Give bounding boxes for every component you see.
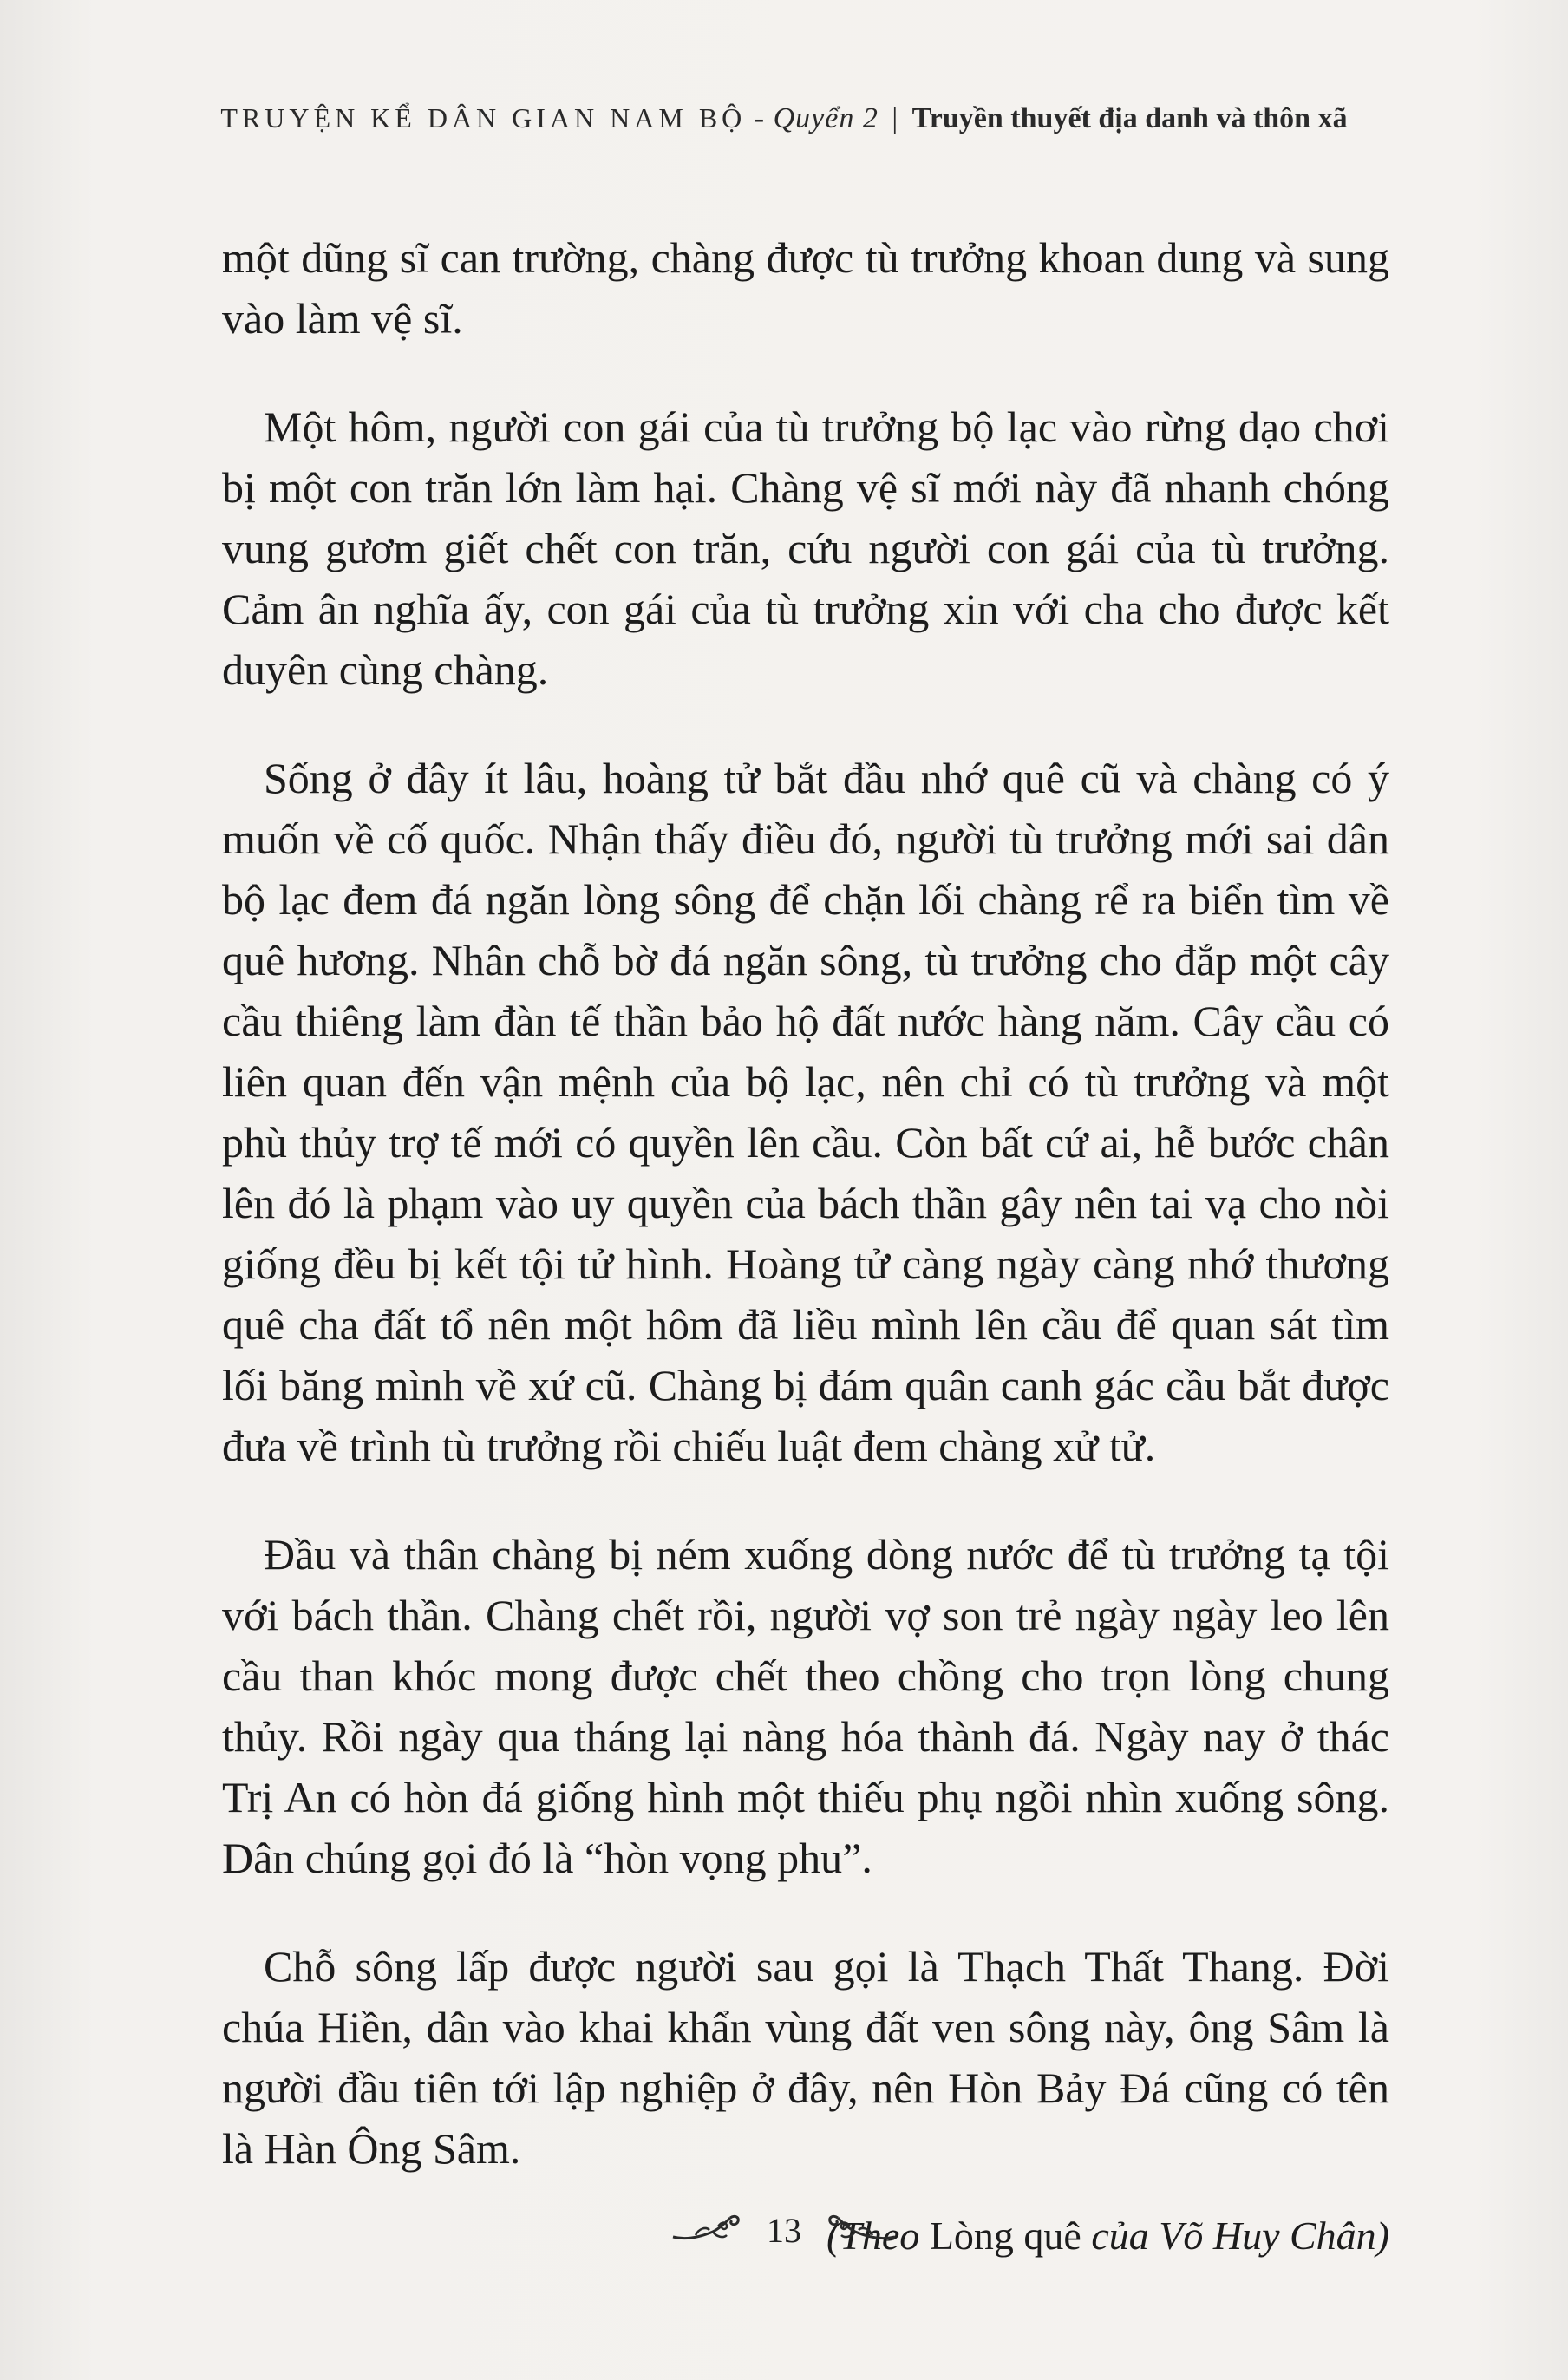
flourish-right-icon bbox=[824, 2211, 898, 2250]
header-separator: | bbox=[892, 102, 899, 134]
paragraph-3: Sống ở đây ít lâu, hoàng tử bắt đầu nhớ quê cũ và chàng có ý muốn về cố quốc. Nhận thấy điều đó, người tù trưởng mới sai dân bộ lạc đem đá ngăn lòng sông để chặn lối chàng rể ra biển tìm về quê hương. Nhân chỗ bờ đá ngăn sông, tù trưởng cho đắp một cây cầu thiêng làm đàn tế thần bảo hộ đất nước hàng năm. Cây cầu có liên quan đến vận mệnh của bộ lạc, nên chỉ có tù trưởng và một phù thủy trợ tế mới có quyền lên cầu. Còn bất cứ ai, hễ bước chân lên đó là phạm vào uy quyền của bách thần gây nên tai vạ cho nòi giống đều bị kết tội tử hình. Hoàng tử càng ngày càng nhớ thương quê cha đất tổ nên một hôm đã liều mình lên cầu để quan sát tìm lối băng mình về xứ cũ. Chàng bị đám quân canh gác cầu bắt được đưa về trình tù trưởng rồi chiếu luật đem chàng xử tử. bbox=[222, 754, 1389, 1470]
paragraph-1: một dũng sĩ can trường, chàng được tù trưởng khoan dung và sung vào làm vệ sĩ. bbox=[222, 233, 1389, 343]
page-number: 13 bbox=[767, 2211, 801, 2250]
running-header bbox=[0, 102, 1568, 135]
flourish-left-icon bbox=[670, 2211, 744, 2250]
source-work: Lòng quê bbox=[929, 2213, 1081, 2258]
paragraph-2: Một hôm, người con gái của tù trưởng bộ lạc vào rừng dạo chơi bị một con trăn lớn làm hại. Chàng vệ sĩ mới này đã nhanh chóng vung gươm giết chết con trăn, cứu người con gái của tù trưởng. Cảm ân nghĩa ấy, con gái của tù trưởng xin với cha cho được kết duyên cùng chàng. bbox=[222, 402, 1389, 694]
source-author: Võ Huy Chân) bbox=[1159, 2213, 1389, 2258]
paragraph-4: Đầu và thân chàng bị ném xuống dòng nước để tù trưởng tạ tội với bách thần. Chàng chết rồi, người vợ son trẻ ngày ngày leo lên cầu than khóc mong được chết theo chồng cho trọn lòng chung thủy. Rồi ngày qua tháng lại nàng hóa thành đá. Ngày nay ở thác Trị An có hòn đá giống hình một thiếu phụ ngồi nhìn xuống sông. Dân chúng gọi đó là “hòn vọng phu”. bbox=[222, 1530, 1389, 1882]
header-series: TRUYỆN KỂ DÂN GIAN NAM BỘ bbox=[220, 102, 747, 134]
source-of: của bbox=[1091, 2213, 1149, 2258]
header-subtitle: Truyền thuyết địa danh và thôn xã bbox=[911, 102, 1348, 134]
header-dash: - bbox=[754, 102, 766, 134]
header-volume: Quyển 2 bbox=[773, 102, 879, 134]
page-footer bbox=[0, 2210, 1568, 2251]
paragraph-5: Chỗ sông lấp được người sau gọi là Thạch Thất Thang. Đời chúa Hiền, dân vào khai khẩn vùng đất ven sông này, ông Sâm là người đầu tiên tới lập nghiệp ở đây, nên Hòn Bảy Đá cũng có tên là Hàn Ông Sâm. bbox=[222, 1942, 1389, 2173]
source-open: (Theo bbox=[826, 2213, 920, 2258]
body-text bbox=[222, 227, 1389, 2263]
